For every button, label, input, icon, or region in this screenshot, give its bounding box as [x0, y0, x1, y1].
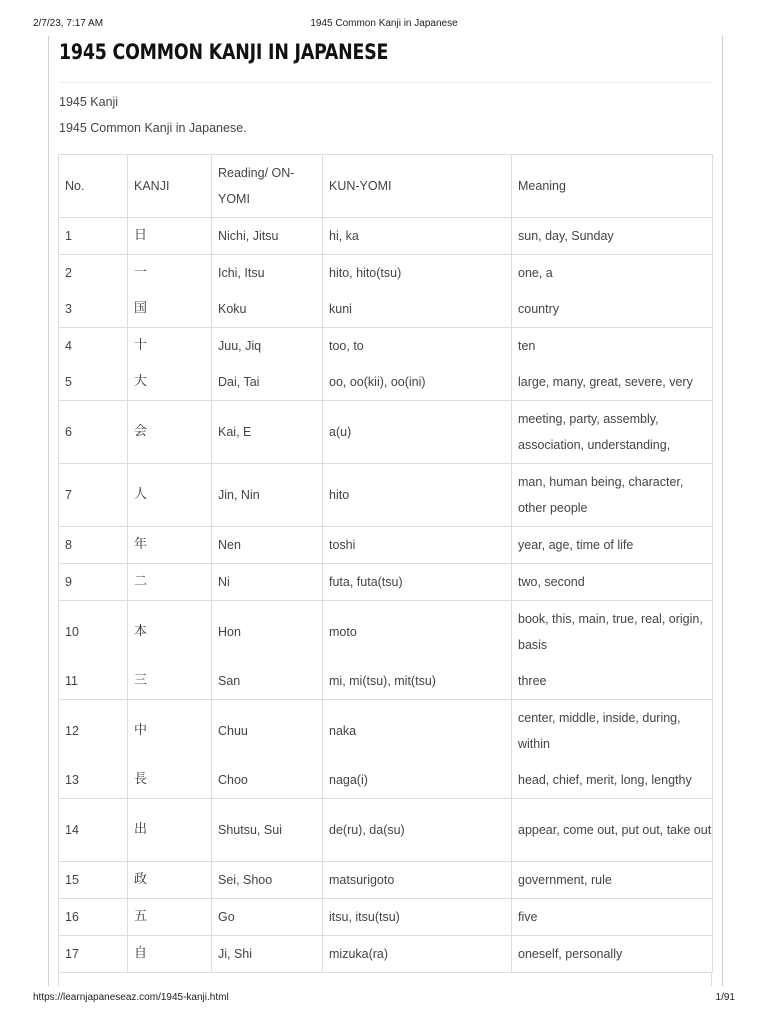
- cell-kanji: 三: [128, 663, 212, 700]
- table-row: [59, 663, 713, 700]
- heading-divider: [59, 82, 711, 83]
- cell-kun-yomi: naga(i): [323, 762, 512, 799]
- cell-on-yomi: Ji, Shi: [212, 936, 323, 973]
- cell-meaning: three: [512, 663, 713, 700]
- cell-kun-yomi: kuni: [323, 291, 512, 328]
- cell-kanji: 本: [128, 601, 212, 664]
- cell-kun-yomi: hito, hito(tsu): [323, 255, 512, 292]
- cell-kun-yomi: de(ru), da(su): [323, 799, 512, 862]
- article-heading: 1945 COMMON KANJI IN JAPANESE: [59, 40, 389, 64]
- table-row: [59, 799, 713, 862]
- cell-meaning: man, human being, character, other people: [512, 464, 713, 527]
- table-row: [59, 527, 713, 564]
- table-row: [59, 255, 713, 292]
- header-on-yomi: Reading/ ON-YOMI: [212, 155, 323, 218]
- cell-no: 7: [59, 464, 128, 527]
- table-row: [59, 700, 713, 763]
- cell-kun-yomi: hito: [323, 464, 512, 527]
- cell-kanji: 政: [128, 862, 212, 899]
- cell-on-yomi: Chuu: [212, 700, 323, 763]
- cell-kun-yomi: too, to: [323, 328, 512, 365]
- table-row: [59, 464, 713, 527]
- cell-kanji: 長: [128, 762, 212, 799]
- cell-on-yomi: Shutsu, Sui: [212, 799, 323, 862]
- cell-meaning: five: [512, 899, 713, 936]
- cell-kun-yomi: mi, mi(tsu), mit(tsu): [323, 663, 512, 700]
- header-meaning: Meaning: [512, 155, 713, 218]
- table-row: [59, 601, 713, 664]
- cell-kanji: 五: [128, 899, 212, 936]
- cell-meaning: ten: [512, 328, 713, 365]
- print-datetime: 2/7/23, 7:17 AM: [33, 18, 104, 29]
- cell-kun-yomi: a(u): [323, 401, 512, 464]
- cell-no: 12: [59, 700, 128, 763]
- cell-meaning: appear, come out, put out, take out: [512, 799, 713, 862]
- cell-on-yomi: Nen: [212, 527, 323, 564]
- cell-kanji: 中: [128, 700, 212, 763]
- cell-kun-yomi: oo, oo(kii), oo(ini): [323, 364, 512, 401]
- cell-on-yomi: Ichi, Itsu: [212, 255, 323, 292]
- cell-no: 17: [59, 936, 128, 973]
- cell-on-yomi: Sei, Shoo: [212, 862, 323, 899]
- cell-meaning: oneself, personally: [512, 936, 713, 973]
- cell-meaning: two, second: [512, 564, 713, 601]
- cell-meaning: one, a: [512, 255, 713, 292]
- table-header-row: [59, 155, 713, 218]
- table-row: [59, 862, 713, 899]
- table-row: [59, 218, 713, 255]
- cell-no: 9: [59, 564, 128, 601]
- print-header: [33, 18, 735, 32]
- cell-meaning: year, age, time of life: [512, 527, 713, 564]
- table-row: [59, 762, 713, 799]
- cell-kanji: 国: [128, 291, 212, 328]
- cell-no: 1: [59, 218, 128, 255]
- print-url: https://learnjapaneseaz.com/1945-kanji.html: [33, 992, 229, 1003]
- cell-kanji: 十: [128, 328, 212, 365]
- cell-no: 14: [59, 799, 128, 862]
- cell-on-yomi: Ni: [212, 564, 323, 601]
- table-row: [59, 291, 713, 328]
- table-continuation: [58, 973, 712, 986]
- header-kun-yomi: KUN-YOMI: [323, 155, 512, 218]
- cell-no: 16: [59, 899, 128, 936]
- cell-on-yomi: Go: [212, 899, 323, 936]
- cell-no: 11: [59, 663, 128, 700]
- cell-kun-yomi: matsurigoto: [323, 862, 512, 899]
- print-footer: [33, 992, 735, 1006]
- cell-kun-yomi: hi, ka: [323, 218, 512, 255]
- cell-kanji: 日: [128, 218, 212, 255]
- cell-meaning: government, rule: [512, 862, 713, 899]
- cell-no: 15: [59, 862, 128, 899]
- cell-kanji: 二: [128, 564, 212, 601]
- table-row: [59, 328, 713, 365]
- cell-on-yomi: Hon: [212, 601, 323, 664]
- cell-on-yomi: Jin, Nin: [212, 464, 323, 527]
- print-page-title: 1945 Common Kanji in Japanese: [310, 18, 458, 29]
- cell-kanji: 出: [128, 799, 212, 862]
- cell-no: 4: [59, 328, 128, 365]
- cell-on-yomi: Kai, E: [212, 401, 323, 464]
- cell-kun-yomi: moto: [323, 601, 512, 664]
- cell-kun-yomi: mizuka(ra): [323, 936, 512, 973]
- table-row: [59, 936, 713, 973]
- cell-no: 2: [59, 255, 128, 292]
- cell-meaning: large, many, great, severe, very: [512, 364, 713, 401]
- intro-line-1: 1945 Kanji: [59, 95, 119, 109]
- cell-kanji: 大: [128, 364, 212, 401]
- print-page-indicator: 1/91: [715, 992, 735, 1003]
- cell-kanji: 人: [128, 464, 212, 527]
- cell-meaning: sun, day, Sunday: [512, 218, 713, 255]
- table-row: [59, 401, 713, 464]
- cell-kanji: 一: [128, 255, 212, 292]
- cell-on-yomi: San: [212, 663, 323, 700]
- table-row: [59, 564, 713, 601]
- cell-meaning: meeting, party, assembly, association, understanding,: [512, 401, 713, 464]
- cell-meaning: book, this, main, true, real, origin, basis: [512, 601, 713, 664]
- cell-meaning: center, middle, inside, during, within: [512, 700, 713, 763]
- kanji-table: [58, 154, 713, 973]
- cell-meaning: head, chief, merit, long, lengthy: [512, 762, 713, 799]
- cell-no: 13: [59, 762, 128, 799]
- cell-kun-yomi: toshi: [323, 527, 512, 564]
- intro-line-2: 1945 Common Kanji in Japanese.: [59, 121, 247, 135]
- header-no: No.: [59, 155, 128, 218]
- cell-on-yomi: Nichi, Jitsu: [212, 218, 323, 255]
- cell-no: 10: [59, 601, 128, 664]
- cell-meaning: country: [512, 291, 713, 328]
- cell-no: 5: [59, 364, 128, 401]
- cell-kanji: 年: [128, 527, 212, 564]
- cell-on-yomi: Dai, Tai: [212, 364, 323, 401]
- cell-kun-yomi: itsu, itsu(tsu): [323, 899, 512, 936]
- cell-kanji: 自: [128, 936, 212, 973]
- table-row: [59, 364, 713, 401]
- cell-kun-yomi: naka: [323, 700, 512, 763]
- header-kanji: KANJI: [128, 155, 212, 218]
- cell-kanji: 会: [128, 401, 212, 464]
- cell-no: 3: [59, 291, 128, 328]
- cell-kun-yomi: futa, futa(tsu): [323, 564, 512, 601]
- cell-no: 6: [59, 401, 128, 464]
- cell-on-yomi: Koku: [212, 291, 323, 328]
- cell-on-yomi: Choo: [212, 762, 323, 799]
- cell-no: 8: [59, 527, 128, 564]
- table-row: [59, 899, 713, 936]
- cell-on-yomi: Juu, Jiq: [212, 328, 323, 365]
